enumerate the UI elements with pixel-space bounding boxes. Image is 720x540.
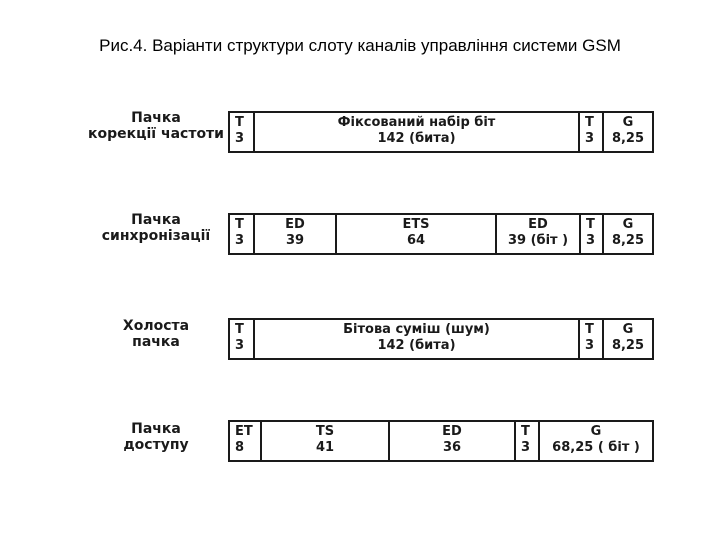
field-bit-mixture: Бітова суміш (шум) 142 (бита) xyxy=(255,320,580,358)
field-training-sequence: TS 41 xyxy=(262,422,390,460)
field-t-end: T 3 xyxy=(580,113,604,151)
burst-row-dummy xyxy=(228,318,654,360)
field-t-end: T 3 xyxy=(516,422,540,460)
burst-label-dummy: Холоста пачка xyxy=(122,318,190,350)
burst-label-access: Пачка доступу xyxy=(123,421,189,453)
field-encrypted-data-1: ED 39 xyxy=(255,215,337,253)
field-guard: G 68,25 ( біт ) xyxy=(552,424,640,455)
burst-label-frequency-correction: Пачка корекції частоти xyxy=(87,110,224,142)
field-t-start: T 3 xyxy=(230,320,255,358)
burst-row-access xyxy=(228,420,654,462)
burst-label-synchronization: Пачка синхронізації xyxy=(101,212,211,244)
field-fixed-bits: Фіксований набір біт 142 (бита) xyxy=(255,113,580,151)
field-encrypted-data: ED 36 xyxy=(390,422,516,460)
field-ets: ETS 64 xyxy=(337,215,497,253)
burst-row-synchronization xyxy=(228,213,654,255)
field-t-start: T 3 xyxy=(230,215,255,253)
field-guard: G 8,25 xyxy=(611,322,645,353)
field-encrypted-data-2: ED 39 (біт ) xyxy=(497,215,581,253)
figure-caption: Рис.4. Варіанти структури слоту каналів управління системи GSM xyxy=(99,36,621,55)
field-t-start: T 3 xyxy=(230,113,255,151)
field-t-end: T 3 xyxy=(580,320,604,358)
field-guard: G 8,25 xyxy=(611,115,645,146)
field-t-end: T 3 xyxy=(581,215,604,253)
burst-row-frequency-correction xyxy=(228,111,654,153)
field-extended-tail: ET 8 xyxy=(230,422,262,460)
field-guard: G 8,25 xyxy=(611,217,645,248)
